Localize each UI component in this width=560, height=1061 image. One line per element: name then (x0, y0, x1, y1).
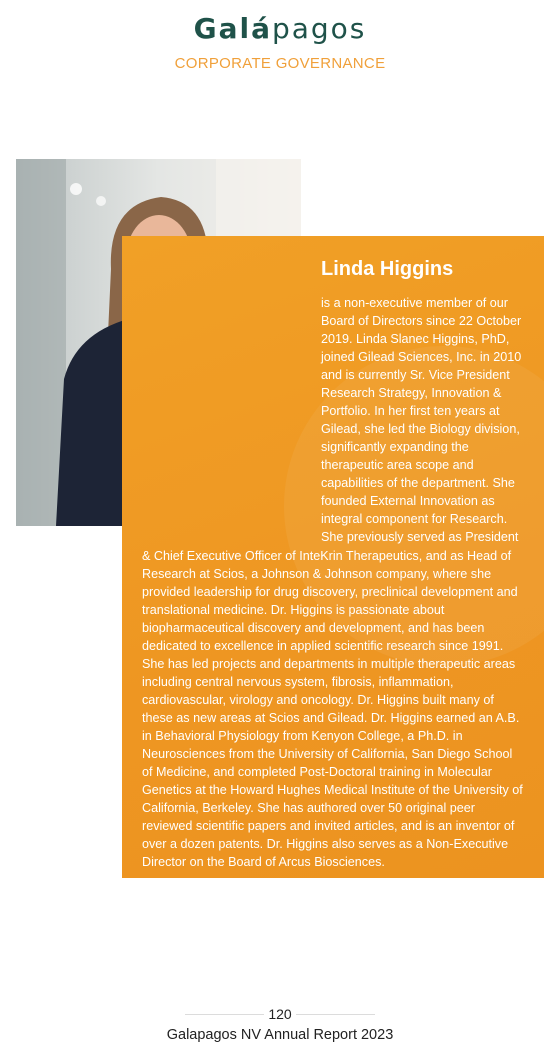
logo (0, 12, 560, 45)
logo-light: pagos (271, 12, 367, 45)
page-number (0, 1006, 560, 1022)
profile-name: Linda Higgins (321, 258, 454, 280)
bio-text-bottom: & Chief Executive Officer of InteKrin Therapeutics, and as Head of Research at Scios, a Johnson & Johnson company, where she provided leadership for drug discovery, preclinical development and translational medicine. Dr. Higgins is passionate about biopharmaceutical discovery and development, and has been dedicated to excellence in applied scientific research since 1991. She has led projects and departments in multiple therapeutic areas including central nervous system, fibrosis, inflammation, cardiovascular, virology and oncology. Dr. Higgins built many of these as new areas at Scios and Gilead. Dr. Higgins earned an A.B. in Behavioral Physiology from Kenyon College, a Ph.D. in Neurosciences from the University of California, San Diego School of Medicine, and completed Post-Doctoral training in Molecular Genetics at the Howard Hughes Medical Institute of the University of California, Berkeley. She has authored over 50 original peer reviewed scientific papers and invited articles, and is an inventor of over a dozen patents. Dr. Higgins also serves as a Non-Executive Director on the Board of Arcus Biosciences. (142, 549, 523, 869)
section-title: CORPORATE GOVERNANCE (174, 55, 386, 72)
page-number-text: 120 (264, 1006, 295, 1022)
logo-bold: Galá (193, 12, 272, 45)
report-title: Galapagos NV Annual Report 2023 (166, 1027, 394, 1043)
bio-text-top: is a non-executive member of our Board of Directors since 22 October 2019. Linda Slanec Higgins, PhD, joined Gilead Sciences, Inc. in 2010 and is currently Sr. Vice President Research Strategy, Innovation & Portfolio. In her first ten years at Gilead, she led the Biology division, significantly expanding the therapeutic area scope and capabilities of the department. She founded External Innovation as integral component for Research. She previously served as President (321, 296, 522, 544)
